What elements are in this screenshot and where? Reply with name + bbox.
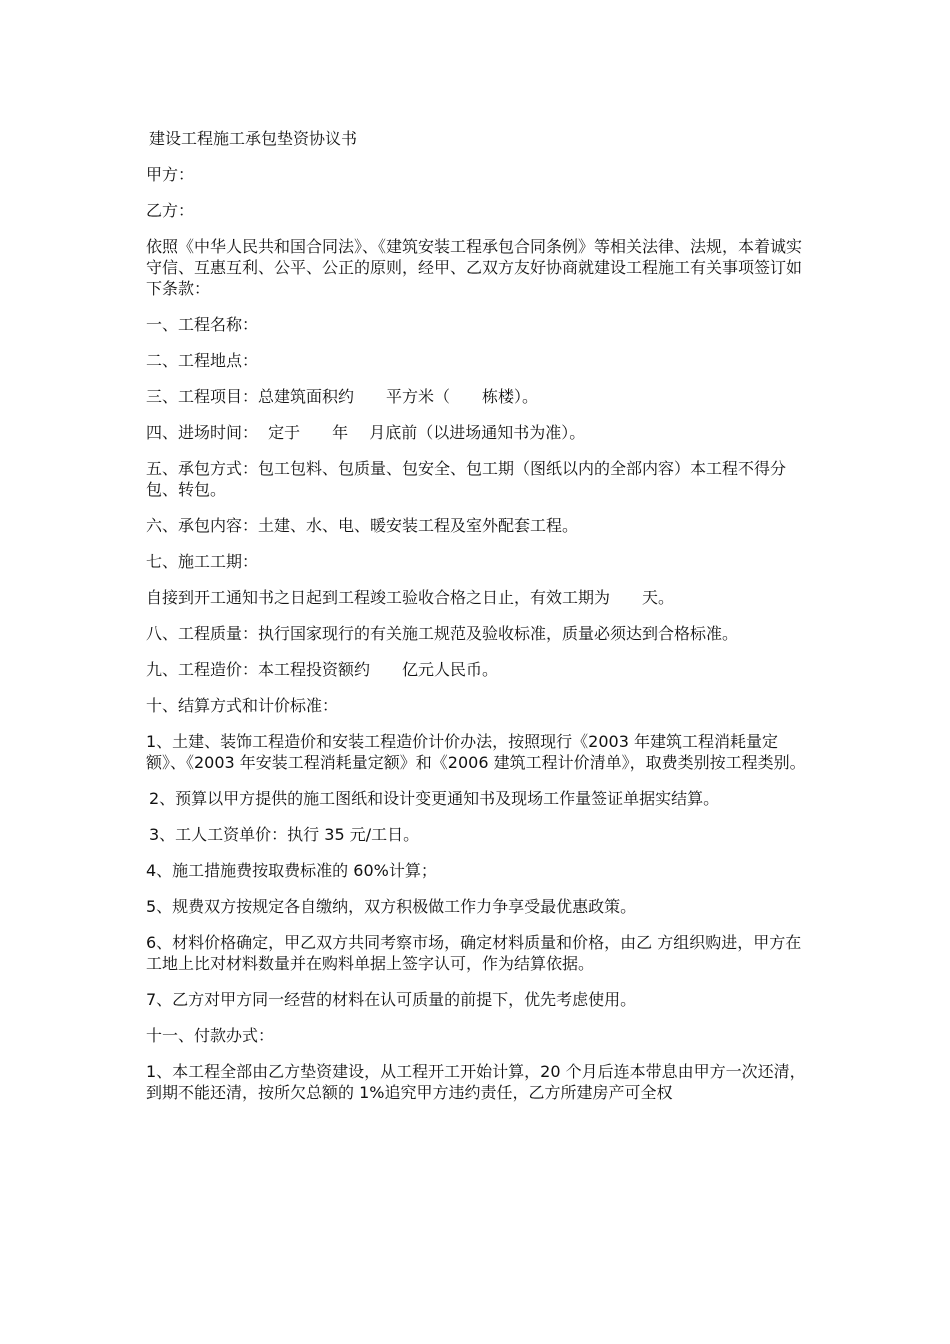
settlement-item-6: 6、材料价格确定，甲乙双方共同考察市场，确定材料质量和价格，由乙 方组织购进，甲方在工地上比对材料数量并在购料单据上签字认可，作为结算依据。 <box>146 933 802 973</box>
clause-8-quality: 八、工程质量：执行国家现行的有关施工规范及验收标准，质量必须达到合格标准。 <box>146 624 739 643</box>
clause-2-project-location: 二、工程地点： <box>146 351 259 370</box>
clause-3-project-items: 三、工程项目：总建筑面积约 平方米（ 栋楼）。 <box>146 387 539 406</box>
settlement-item-1: 1、土建、装饰工程造价和安装工程造价计价办法，按照现行《2003 年建筑工程消耗量定额》、《2003 年安装工程消耗量定额》和《2006 建筑工程计价清单》，取费类别按工程类别。 <box>146 732 806 772</box>
clause-7-construction-period: 七、施工工期： <box>146 552 259 571</box>
clause-7-period-detail: 自接到开工通知书之日起到工程竣工验收合格之日止，有效工期为 天。 <box>146 588 675 607</box>
settlement-item-5: 5、规费双方按规定各自缴纳，双方积极做工作力争享受最优惠政策。 <box>146 897 637 916</box>
clause-1-project-name: 一、工程名称： <box>146 315 259 334</box>
party-a-line: 甲方： <box>146 165 195 184</box>
clause-9-cost: 九、工程造价：本工程投资额约 亿元人民币。 <box>146 660 499 679</box>
clause-11-payment: 十一、付款办式： <box>146 1026 275 1045</box>
party-b-line: 乙方： <box>146 201 195 220</box>
document-title: 建设工程施工承包垫资协议书 <box>149 129 358 148</box>
document-page <box>146 128 806 1118</box>
preamble-paragraph: 依照《中华人民共和国合同法》、《建筑安装工程承包合同条例》等相关法律、法规，本着诚实守信、互惠互利、公平、公正的原则，经甲、乙双方友好协商就建设工程施工有关事项签订如下条款： <box>146 237 803 298</box>
settlement-item-2: 2、预算以甲方提供的施工图纸和设计变更通知书及现场工作量签证单据实结算。 <box>149 789 720 808</box>
settlement-item-7: 7、乙方对甲方同一经营的材料在认可质量的前提下，优先考虑使用。 <box>146 990 637 1009</box>
clause-10-settlement: 十、结算方式和计价标准： <box>146 696 339 715</box>
clause-5-contract-method: 五、承包方式：包工包料、包质量、包安全、包工期（图纸以内的全部内容）本工程不得分包、转包。 <box>146 459 787 499</box>
settlement-item-4: 4、施工措施费按取费标准的 60%计算； <box>146 861 437 880</box>
clause-4-entry-time: 四、进场时间： 定于 年 月底前（以进场通知书为准）。 <box>146 423 586 442</box>
settlement-item-3: 3、工人工资单价：执行 35 元/工日。 <box>149 825 420 844</box>
payment-item-1: 1、本工程全部由乙方垫资建设，从工程开工开始计算，20 个月后连本带息由甲方一次还清，到期不能还清，按所欠总额的 1%追究甲方违约责任，乙方所建房产可全权 <box>146 1062 806 1102</box>
clause-6-contract-content: 六、承包内容：土建、水、电、暖安装工程及室外配套工程。 <box>146 516 579 535</box>
